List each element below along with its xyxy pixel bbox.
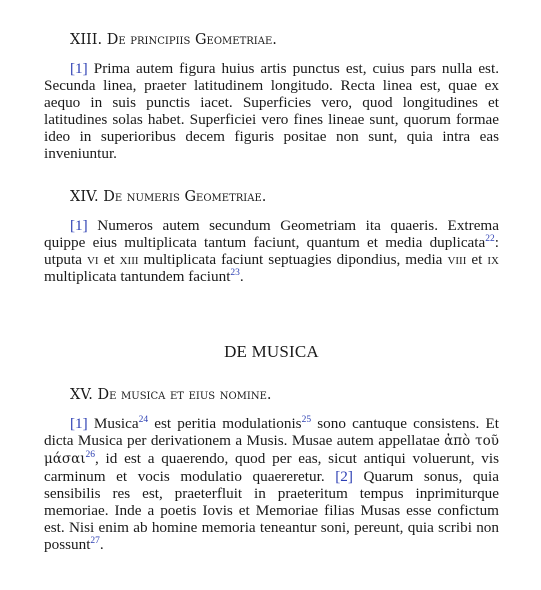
footnote-marker[interactable]: 23	[230, 268, 240, 278]
section-number: XIII.	[70, 32, 103, 48]
footnote-marker[interactable]: 25	[301, 415, 312, 425]
section-15-paragraph	[44, 415, 499, 553]
paragraph-text: Prima autem figura huius artis punctus est, cuius pars nulla est. Secunda linea, praeter latitudinem longitudo. Recta linea est, quae ex aequo in suis punctis iacet. Superficies vero, quod longitudines et latitudines solas habet. Superficiei vero fines lineae sunt, quorum formae ideo in superioribus decem figuris positae non sunt, quia intra eas inveniuntur.	[44, 60, 499, 162]
paragraph-ref-link[interactable]: [2]	[335, 468, 353, 485]
title-initial: G	[184, 189, 197, 205]
paragraph-text: Quarum sonus, quia sensibilis res est, praeterfluit in praeteritum tempus inprimiturque memoriae. Inde a poetis Iovis et Memoriae filias Musas esse confictum est. Nisi enim ab homine memoria teneantur soni, pereunt, quia scribi non possunt	[44, 468, 499, 553]
paragraph-ref-link[interactable]: [1]	[70, 217, 88, 234]
paragraph-ref-link[interactable]: [1]	[70, 60, 88, 77]
paragraph-ref-link[interactable]: [1]	[70, 415, 88, 432]
title-initial: G	[194, 32, 207, 48]
paragraph-text: , id est a quaerendo, quod per eas, sicut antiqui voluerunt, vis carminum et vocis modulatio quaereretur.	[44, 450, 499, 485]
paragraph-text: multiplicata tantundem faciunt	[44, 268, 231, 285]
paragraph-text: et	[98, 251, 120, 268]
title-small-caps: e principiis	[118, 32, 195, 48]
roman-numeral: ix	[487, 251, 499, 268]
title-small-caps: e numeris	[114, 189, 185, 205]
section-number: XV.	[70, 387, 93, 403]
paragraph-text: Musica	[87, 415, 139, 432]
footnote-marker[interactable]: 27	[90, 536, 100, 546]
title-small-caps: e musica et eius nomine.	[109, 387, 272, 403]
section-15-heading	[70, 386, 272, 404]
paragraph-text: sono cantuque consistens. Et dicta Musica per derivationem a Musis. Musae autem appellatae	[44, 415, 499, 449]
title-small-caps: eometriae.	[206, 32, 277, 48]
footnote-marker[interactable]: 24	[138, 415, 149, 425]
section-14-paragraph	[44, 217, 499, 285]
footnote-marker[interactable]: 22	[485, 234, 495, 244]
section-13-heading	[70, 31, 277, 49]
paragraph-text: multiplicata faciunt septuagies dipondius, media	[138, 251, 448, 268]
section-number: XIV.	[70, 189, 99, 205]
roman-numeral: vi	[86, 251, 99, 268]
title-small-caps: eometriae.	[196, 189, 267, 205]
title-initial: D	[106, 32, 119, 48]
paragraph-text: et	[466, 251, 488, 268]
paragraph-text: est peritia modulationis	[148, 415, 302, 432]
paragraph-text: .	[99, 536, 104, 553]
roman-numeral: viii	[447, 251, 467, 268]
paragraph-text: : utputa	[44, 234, 499, 268]
chapter-title: DE MUSICA	[224, 342, 319, 361]
roman-numeral: xiii	[119, 251, 139, 268]
greek-text: ἀπὸ τοῦ μάσαι	[44, 433, 499, 467]
paragraph-text: .	[239, 268, 244, 285]
title-initial: D	[103, 189, 115, 205]
paragraph-text: Numeros autem secundum Geometriam ita quaeris. Extrema quippe eius multiplicata tantum faciunt, quantum et media duplicata	[44, 217, 499, 251]
title-initial: D	[97, 387, 110, 403]
section-13-paragraph	[44, 60, 499, 162]
footnote-marker[interactable]: 26	[85, 450, 96, 460]
section-14-heading	[70, 188, 266, 206]
